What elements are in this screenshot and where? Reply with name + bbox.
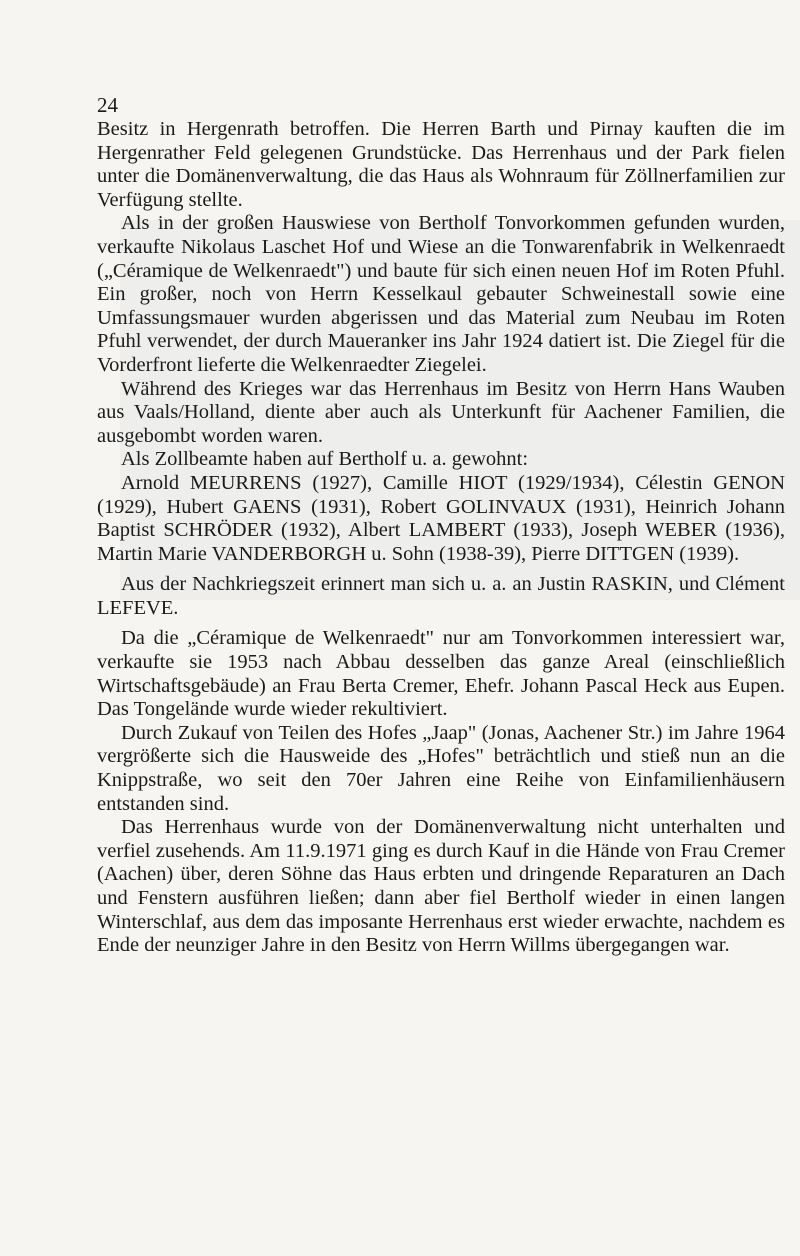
text-column	[97, 92, 785, 958]
paragraph-7: Da die „Céramique de Welkenraedt" nur am Tonvorkommen interessiert war, verkaufte sie 1953 nach Abbau desselben das ganze Areal (einschließlich Wirtschaftsgebäude) an Frau Berta Cremer, Ehefr. Johann Pascal Heck aus Eupen. Das Tongelände wurde wieder rekultiviert.	[97, 627, 785, 721]
paragraph-1: Besitz in Hergenrath betroffen. Die Herren Barth und Pirnay kauften die im Hergenrather Feld gelegenen Grundstücke. Das Herrenhaus und der Park fielen unter die Domänenverwaltung, die das Haus als Wohnraum für Zöllnerfamilien zur Verfügung stellte.	[97, 118, 785, 211]
page-number: 24	[97, 93, 118, 117]
paragraph-5: Arnold MEURRENS (1927), Camille HIOT (1929/1934), Célestin GENON (1929), Hubert GAENS (1931), Robert GOLINVAUX (1931), Heinrich Johann Baptist SCHRÖDER (1932), Albert LAMBERT (1933), Joseph WEBER (1936), Martin Marie VANDERBORGH u. Sohn (1938-39), Pierre DITTGEN (1939).	[97, 471, 785, 565]
paragraph-9: Das Herrenhaus wurde von der Domänenverwaltung nicht unterhalten und verfiel zusehends. Am 11.9.1971 ging es durch Kauf in die Hände von Frau Cremer (Aachen) über, deren Söhne das Haus erbten und dringende Reparaturen an Dach und Fenstern ausführen ließen; dann aber fiel Bertholf wieder in einen langen Winterschlaf, aus dem das imposante Herrenhaus erst wieder erwachte, nachdem es Ende der neunziger Jahre in den Besitz von Herrn Willms übergegangen war.	[97, 816, 785, 957]
paragraph-2: Als in der großen Hauswiese von Bertholf Tonvorkommen gefunden wurden, verkaufte Nikolaus Laschet Hof und Wiese an die Tonwarenfabrik in Welkenraedt („Céramique de Welkenraedt") und baute für sich einen neuen Hof im Roten Pfuhl. Ein großer, noch von Herrn Kesselkaul gebauter Schweinestall sowie eine Umfassungsmauer wurden abgerissen und das Material zum Neubau im Roten Pfuhl verwendet, der durch Maueranker ins Jahr 1924 datiert ist. Die Ziegel für die Vorderfront lieferte die Welkenraedter Ziegelei.	[97, 212, 785, 376]
paragraph-6: Aus der Nachkriegszeit erinnert man sich u. a. an Justin RASKIN, und Clément LEFEVE.	[97, 573, 785, 619]
paragraph-3: Während des Krieges war das Herrenhaus im Besitz von Herrn Hans Wauben aus Vaals/Holland, diente aber auch als Unterkunft für Aachener Familien, die ausgebombt worden waren.	[97, 377, 785, 447]
paragraph-4: Als Zollbeamte haben auf Bertholf u. a. gewohnt:	[121, 448, 529, 471]
paragraph-8: Durch Zukauf von Teilen des Hofes „Jaap" (Jonas, Aachener Str.) im Jahre 1964 vergrößerte sich die Hausweide des „Hofes" beträchtlich und stieß nun an die Knippstraße, wo seit den 70er Jahren eine Reihe von Einfamilienhäusern entstanden sind.	[97, 721, 785, 815]
